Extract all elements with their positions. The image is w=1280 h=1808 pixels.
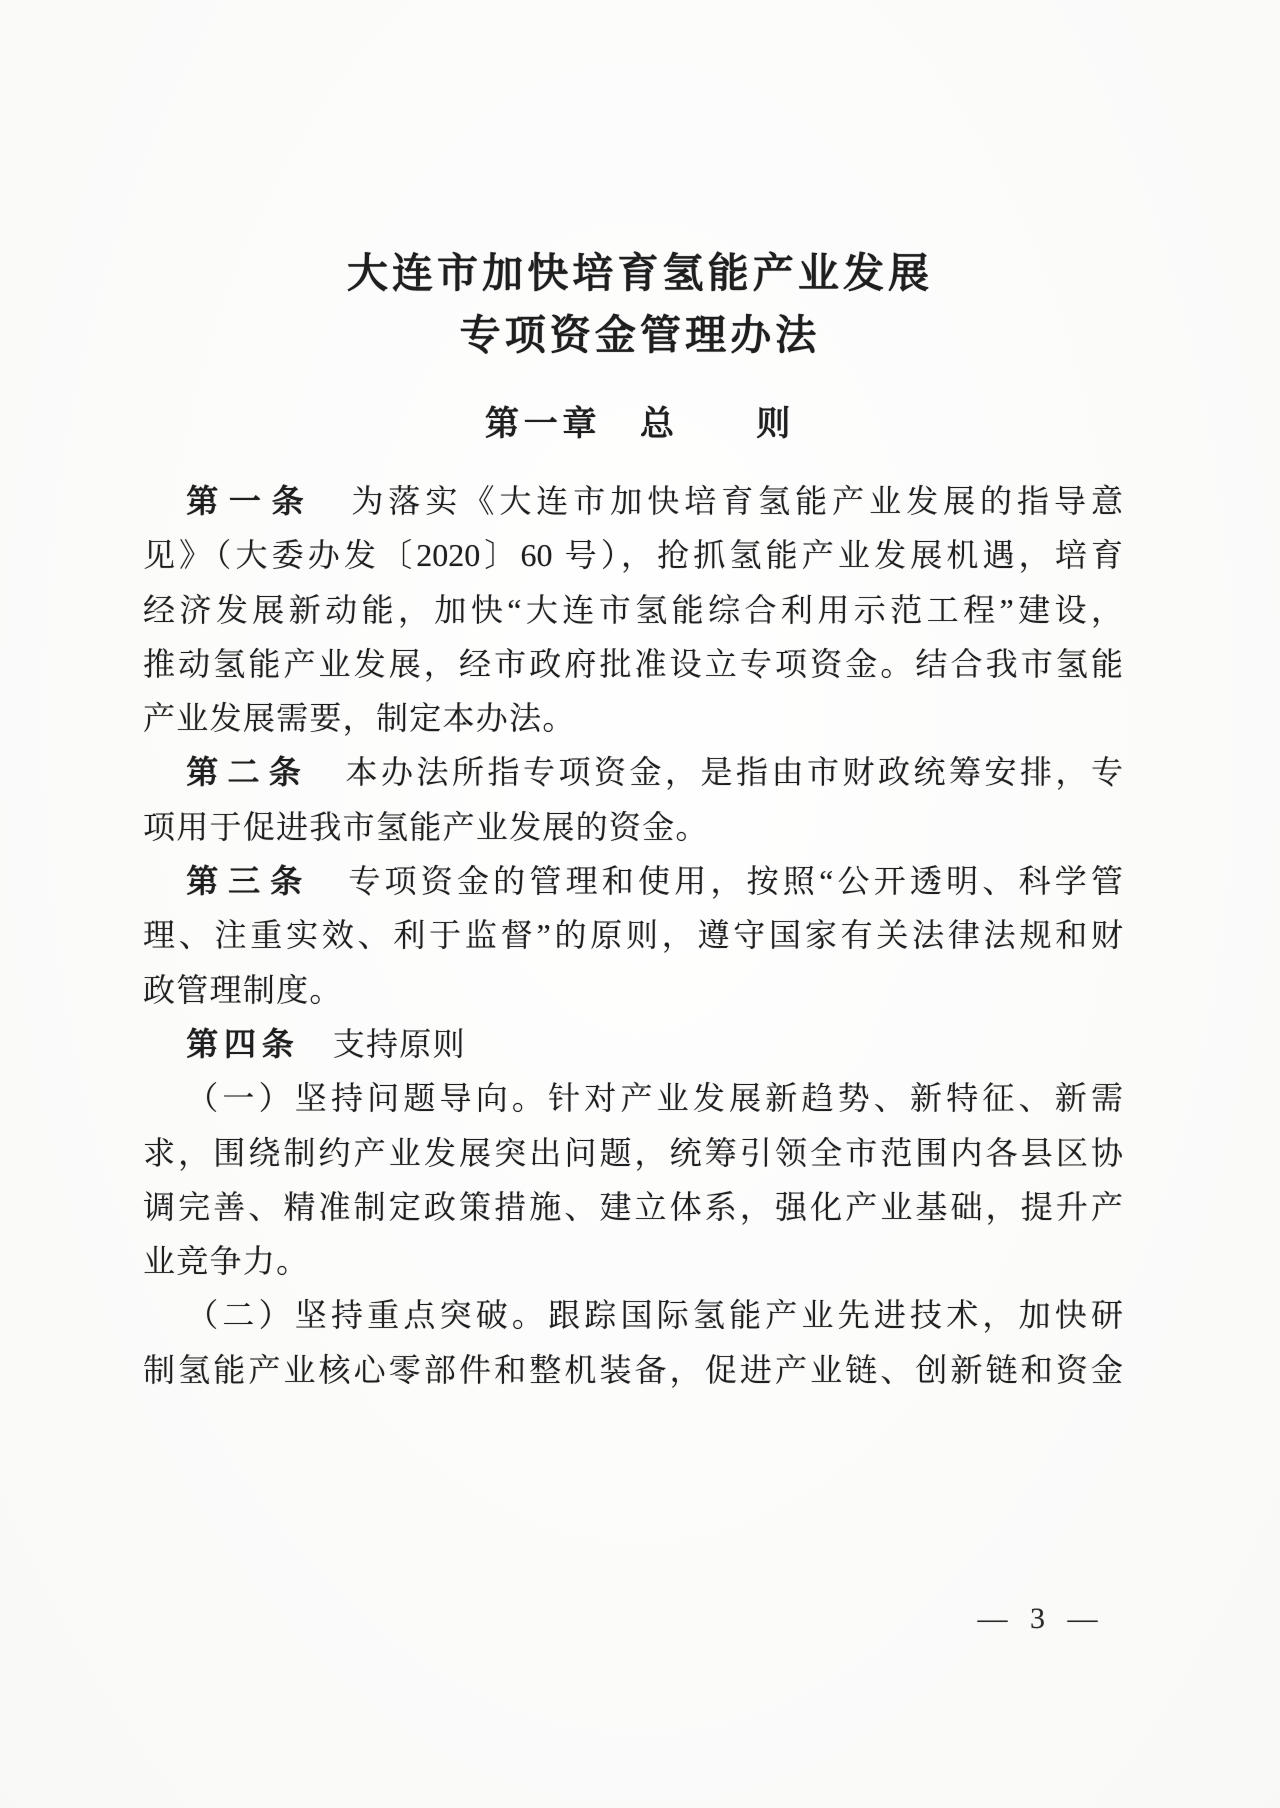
document-title-line-1: 大连市加快培育氢能产业发展 bbox=[346, 250, 934, 296]
page-number: — 3 — bbox=[977, 1602, 1105, 1635]
body-line: 调完善、精准制定政策措施、建立体系，强化产业基础，提升产 bbox=[143, 1188, 1123, 1225]
article-label: 第三条 bbox=[186, 863, 313, 900]
document-title-line-2: 专项资金管理办法 bbox=[459, 312, 821, 358]
body-line: 推动氢能产业发展，经市政府批准设立专项资金。结合我市氢能 bbox=[143, 645, 1123, 682]
body-line: 项用于促进我市氢能产业发展的资金。 bbox=[143, 808, 709, 845]
body-line: 经济发展新动能，加快“大连市氢能综合利用示范工程”建设， bbox=[143, 591, 1123, 628]
body-line: 理、注重实效、利于监督”的原则，遵守国家有关法律法规和财 bbox=[143, 917, 1123, 954]
body-line: （一）坚持问题导向。针对产业发展新趋势、新特征、新需 bbox=[186, 1080, 1123, 1117]
body-line: 业竞争力。 bbox=[143, 1243, 310, 1280]
article-label: 第二条 bbox=[186, 754, 310, 791]
article-label: 第一条 bbox=[186, 483, 315, 519]
body-line: 第二条 本办法所指专项资金，是指由市财政统筹安排，专 bbox=[186, 754, 1123, 791]
body-line: 第三条 专项资金的管理和使用，按照“公开透明、科学管 bbox=[186, 863, 1123, 900]
body-line: 制氢能产业核心零部件和整机装备，促进产业链、创新链和资金 bbox=[143, 1351, 1123, 1388]
body-line: 求，围绕制约产业发展突出问题，统筹引领全市范围内各县区协 bbox=[143, 1134, 1123, 1171]
body-line: 第四条 支持原则 bbox=[186, 1025, 466, 1062]
document-title bbox=[0, 0, 1280, 366]
body-line: （二）坚持重点突破。跟踪国际氢能产业先进技术，加快研 bbox=[186, 1297, 1123, 1334]
body-line: 政管理制度。 bbox=[143, 971, 343, 1008]
body-line: 见》（大委办发〔2020〕60 号），抢抓氢能产业发展机遇，培育 bbox=[143, 537, 1123, 574]
chapter-heading: 第一章 总 则 bbox=[484, 405, 796, 443]
document-body bbox=[143, 474, 1123, 1397]
body-line: 产业发展需要，制定本办法。 bbox=[143, 700, 576, 737]
body-line: 第一条 为落实《大连市加快培育氢能产业发展的指导意 bbox=[186, 483, 1123, 519]
article-label: 第四条 bbox=[186, 1025, 300, 1062]
